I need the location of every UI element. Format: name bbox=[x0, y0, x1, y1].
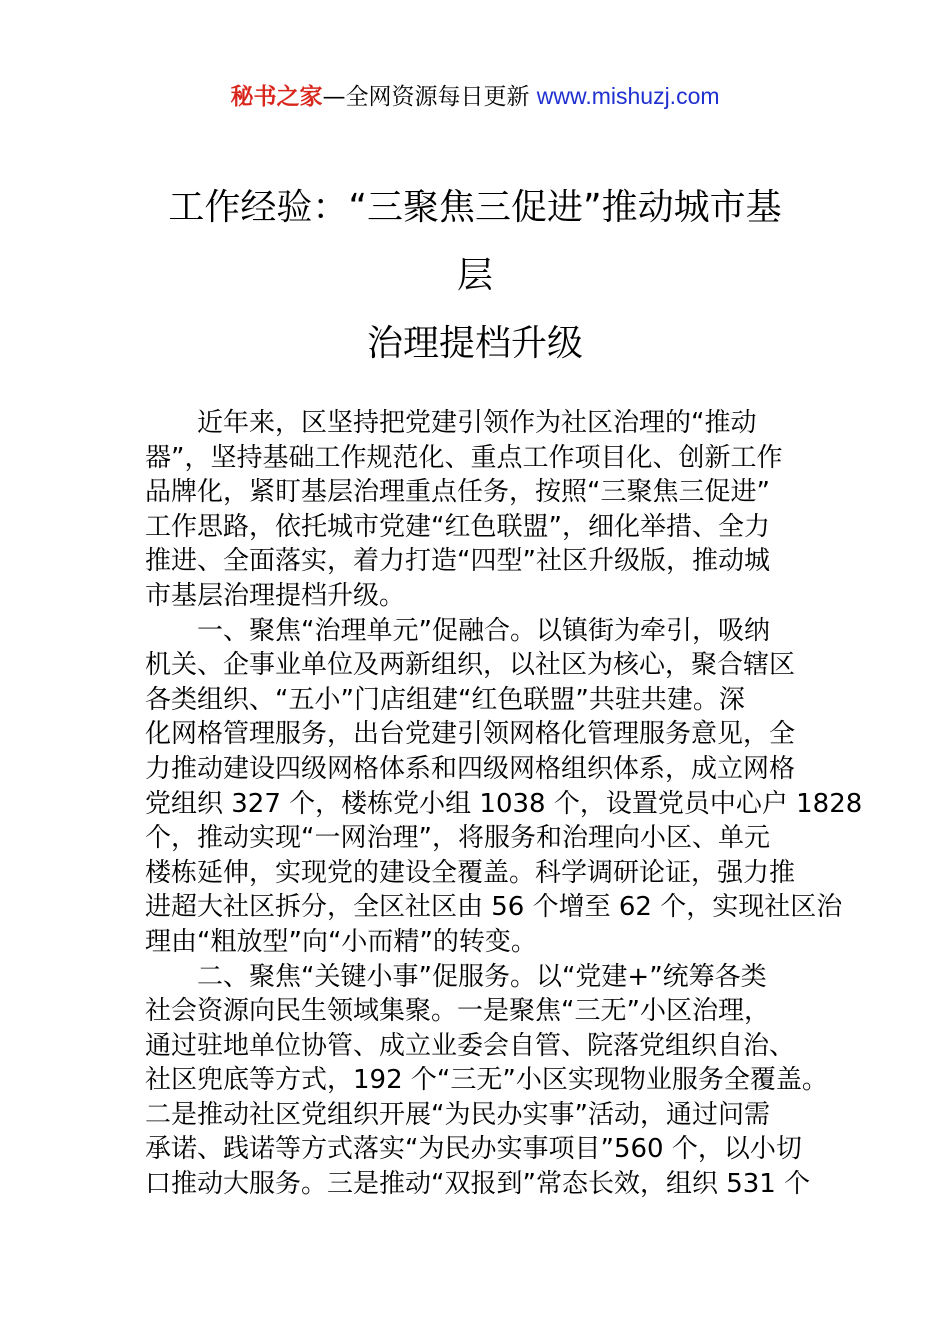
paragraph-line: 个，推动实现“一网治理”，将服务和治理向小区、单元 bbox=[145, 823, 770, 854]
paragraph-line: 器”，坚持基础工作规范化、重点工作项目化、创新工作 bbox=[145, 442, 783, 473]
paragraph-line: 品牌化，紧盯基层治理重点任务，按照“三聚焦三促进” bbox=[145, 477, 770, 508]
paragraph-line: 机关、企事业单位及两新组织，以社区为核心，聚合辖区 bbox=[145, 650, 796, 681]
site-url-link[interactable]: www.mishuzj.com bbox=[536, 83, 720, 109]
title-line: 层 bbox=[456, 255, 493, 296]
paragraph-line: 力推动建设四级网格体系和四级网格组织体系，成立网格 bbox=[145, 753, 796, 784]
paragraph-line: 工作思路，依托城市党建“红色联盟”，细化举措、全力 bbox=[145, 511, 770, 542]
paragraph-line: 党组织 327 个，楼栋党小组 1038 个，设置党员中心户 1828 bbox=[145, 788, 863, 819]
title-line: 治理提档升级 bbox=[366, 323, 583, 364]
paragraph-line: 市基层治理提档升级。 bbox=[145, 580, 406, 611]
site-tagline: —全网资源每日更新 bbox=[322, 84, 537, 110]
paragraph-line: 社会资源向民生领域集聚。一是聚焦“三无”小区治理， bbox=[145, 996, 770, 1027]
paragraph-line: 化网格管理服务，出台党建引领网格化管理服务意见，全 bbox=[145, 719, 796, 750]
paragraph-line: 理由“粗放型”向“小而精”的转变。 bbox=[145, 926, 537, 957]
document-body bbox=[145, 406, 863, 1202]
paragraph-line: 社区兜底等方式，192 个“三无”小区实现物业服务全覆盖。 bbox=[145, 1065, 828, 1096]
paragraph-line: 一、聚焦“治理单元”促融合。以镇街为牵引，吸纳 bbox=[197, 615, 770, 646]
paragraph-line: 近年来，区坚持把党建引领作为社区治理的“推动 bbox=[197, 408, 757, 438]
paragraph-line: 推进、全面落实，着力打造“四型”社区升级版，推动城 bbox=[145, 546, 770, 577]
paragraph-line: 二是推动社区党组织开展“为民办实事”活动，通过问需 bbox=[145, 1099, 770, 1130]
site-brand: 秘书之家 bbox=[230, 84, 323, 110]
site-header bbox=[0, 80, 950, 113]
title-line: 工作经验：“三聚焦三促进”推动城市基 bbox=[168, 187, 782, 228]
paragraph-line: 进超大社区拆分，全区社区由 56 个增至 62 个，实现社区治 bbox=[145, 892, 843, 923]
paragraph-line: 各类组织、“五小”门店组建“红色联盟”共驻共建。深 bbox=[145, 684, 745, 715]
paragraph-line: 楼栋延伸，实现党的建设全覆盖。科学调研论证，强力推 bbox=[145, 857, 796, 888]
paragraph-line: 二、聚焦“关键小事”促服务。以“党建+”统筹各类 bbox=[197, 961, 767, 992]
paragraph-line: 通过驻地单位协管、成立业委会自管、院落党组织自治、 bbox=[145, 1030, 796, 1061]
paragraph-line: 口推动大服务。三是推动“双报到”常态长效，组织 531 个 bbox=[145, 1169, 811, 1200]
paragraph-line: 承诺、践诺等方式落实“为民办实事项目”560 个，以小切 bbox=[145, 1134, 802, 1165]
document-title bbox=[0, 174, 950, 378]
